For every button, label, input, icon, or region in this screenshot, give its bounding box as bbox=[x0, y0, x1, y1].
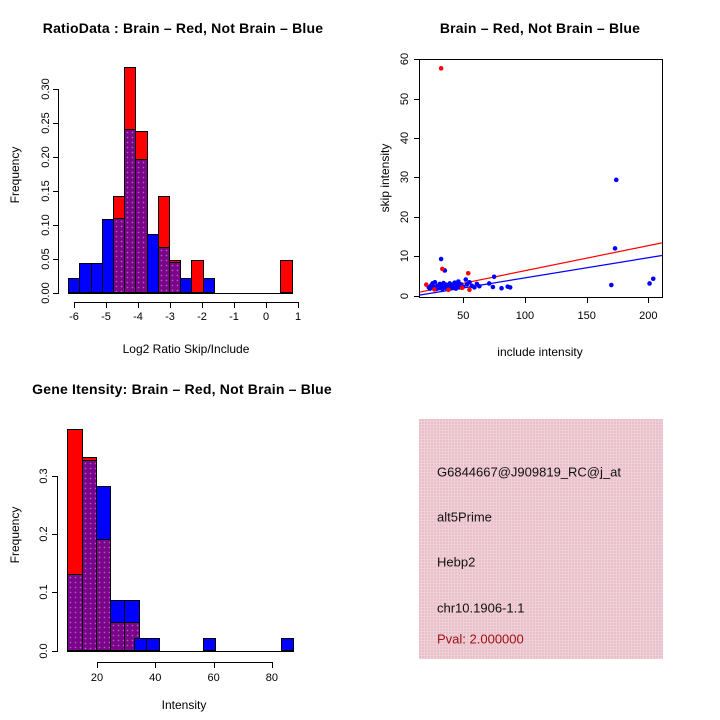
ratio_hist-bar-red bbox=[124, 67, 136, 131]
gene_hist-x-tick-label: 80 bbox=[265, 671, 279, 684]
ratio_hist-y-tick-label: 0.15 bbox=[40, 180, 52, 202]
scatter-y-tick-label: 30 bbox=[399, 171, 411, 184]
ratio_hist-x-tick-label: -6 bbox=[69, 310, 79, 323]
ratio_hist-y-tick bbox=[53, 191, 58, 192]
scatter-title: Brain – Red, Not Brain – Blue bbox=[439, 20, 641, 36]
gene-hist-xlabel: Intensity bbox=[161, 698, 207, 712]
ratio_hist-x-tick bbox=[74, 302, 75, 308]
ratio_hist-x-tick bbox=[170, 302, 171, 308]
gene_hist-y-tick-label: 0.2 bbox=[38, 526, 50, 542]
ratio-hist-xlabel: Log2 Ratio Skip/Include bbox=[122, 342, 250, 356]
gene_hist-x-tick bbox=[214, 662, 215, 668]
ratio-hist-title: RatioData : Brain – Red, Not Brain – Blue bbox=[42, 20, 324, 36]
gene_hist-x-axis-line bbox=[97, 662, 273, 663]
gene-info-box bbox=[419, 419, 663, 659]
scatter-y-tick-label: 40 bbox=[399, 131, 411, 145]
scatter-y-tick-label: 10 bbox=[399, 250, 411, 263]
scatter-x-tick bbox=[587, 297, 588, 303]
gene-histogram-panel bbox=[0, 360, 360, 720]
probe-id-text: G6844667@J909819_RC@j_at bbox=[437, 464, 621, 480]
ratio_hist-y-tick-label: 0.25 bbox=[40, 112, 52, 134]
gene_hist-bar-blue bbox=[124, 600, 139, 623]
scatter-y-tick-label: 50 bbox=[399, 92, 411, 105]
ratio_hist-y-tick bbox=[53, 293, 58, 294]
scatter-y-tick bbox=[414, 177, 419, 178]
pval-text: Pval: 2.000000 bbox=[437, 631, 524, 647]
scatter-x-tick-label: 100 bbox=[515, 309, 535, 322]
gene_hist-x-tick-label: 60 bbox=[207, 671, 220, 684]
gene_hist-bar-overlap bbox=[82, 461, 97, 651]
gene_hist-x-tick-label: 20 bbox=[90, 671, 104, 684]
ratio_hist-x-tick-label: -4 bbox=[133, 310, 143, 323]
scatter-x-tick bbox=[648, 297, 649, 303]
ratio_hist-x-tick bbox=[202, 302, 203, 308]
ratio_hist-x-tick bbox=[266, 302, 267, 308]
ratio_hist-x-tick-label: -1 bbox=[229, 310, 239, 323]
scatter-y-tick-label: 0 bbox=[399, 292, 411, 299]
ratio_hist-y-tick-label: 0.20 bbox=[40, 146, 52, 168]
ratio_hist-bar-red bbox=[135, 131, 147, 160]
scatter-x-tick-label: 200 bbox=[639, 309, 658, 322]
gene_hist-y-tick-label: 0.3 bbox=[38, 468, 50, 484]
gene-hist-ylabel: Frequency bbox=[8, 506, 22, 564]
gene_hist-y-tick bbox=[52, 534, 57, 535]
gene_hist-bar-blue bbox=[146, 638, 160, 651]
gene_hist-bar-blue bbox=[96, 486, 111, 540]
scatter-y-tick bbox=[414, 256, 419, 257]
gene_hist-y-tick bbox=[52, 651, 57, 652]
scatter-y-tick-label: 60 bbox=[399, 53, 411, 66]
ratio_hist-y-axis-line bbox=[58, 89, 59, 294]
gene_hist-x-tick bbox=[97, 662, 98, 668]
scatter-x-tick bbox=[463, 297, 464, 303]
ratio_hist-y-tick bbox=[53, 89, 58, 90]
scatter-x-tick-label: 50 bbox=[457, 309, 470, 322]
ratio-histogram-panel bbox=[0, 0, 360, 360]
gene_hist-y-tick-label: 0.1 bbox=[38, 584, 50, 601]
ratio_hist-x-tick-label: -3 bbox=[165, 310, 175, 323]
gene_hist-x-tick bbox=[272, 662, 273, 668]
ratio_hist-bar-red bbox=[280, 260, 292, 292]
ratio_hist-x-tick-label: -5 bbox=[101, 310, 111, 323]
ratio_hist-x-tick-label: 1 bbox=[294, 310, 302, 323]
gene_hist-y-axis-line bbox=[57, 476, 58, 652]
ratio_hist-y-tick bbox=[53, 123, 58, 124]
gene_hist-bar-blue bbox=[134, 638, 148, 651]
gene_hist-x-tick bbox=[155, 662, 156, 668]
ratio_hist-x-tick bbox=[138, 302, 139, 308]
scatter-y-tick bbox=[414, 217, 419, 218]
ratio_hist-x-tick bbox=[298, 302, 299, 308]
ratio_hist-y-tick-label: 0.10 bbox=[40, 214, 52, 236]
scatter-y-tick bbox=[414, 296, 419, 297]
ratio_hist-y-tick-label: 0.05 bbox=[40, 248, 52, 270]
gene_hist-bar-blue bbox=[281, 638, 295, 651]
gene_hist-bar-overlap bbox=[96, 540, 111, 651]
scatter-y-tick bbox=[414, 99, 419, 100]
gene-hist-title: Gene Itensity: Brain – Red, Not Brain – Blue bbox=[32, 381, 332, 397]
ratio_hist-baseline bbox=[68, 293, 292, 294]
gene_hist-baseline bbox=[67, 651, 294, 652]
ratio_hist-x-tick-label: 0 bbox=[262, 310, 270, 323]
scatter-y-tick-label: 20 bbox=[399, 210, 411, 223]
ratio_hist-bar-red bbox=[158, 196, 170, 249]
scatter-y-tick bbox=[414, 59, 419, 60]
ratio-hist-ylabel: Frequency bbox=[8, 146, 22, 204]
scatter-xlabel: include intensity bbox=[497, 345, 583, 359]
scatter-plot-box bbox=[419, 59, 663, 298]
ratio_hist-x-tick bbox=[234, 302, 235, 308]
scatter-x-tick bbox=[525, 297, 526, 303]
splice-type-text: alt5Prime bbox=[437, 509, 492, 525]
gene_hist-bar-blue bbox=[110, 600, 125, 623]
scatter-x-tick-label: 150 bbox=[577, 309, 596, 322]
ratio_hist-y-tick-label: 0.00 bbox=[40, 281, 52, 304]
gene_hist-bar-overlap bbox=[67, 575, 82, 651]
gene_hist-bar-red bbox=[67, 429, 82, 575]
scatter-y-tick bbox=[414, 138, 419, 139]
ratio_hist-y-tick bbox=[53, 259, 58, 260]
gene_hist-bar-blue bbox=[203, 638, 217, 651]
ratio_hist-y-tick-label: 0.30 bbox=[40, 78, 52, 100]
ratio_hist-x-tick bbox=[106, 302, 107, 308]
gene_hist-y-tick-label: 0.0 bbox=[38, 643, 50, 659]
gene_hist-x-tick-label: 40 bbox=[149, 671, 162, 684]
scatter-ylabel: skip intensity bbox=[378, 143, 392, 213]
gene-name-text: Hebp2 bbox=[437, 554, 476, 570]
ratio_hist-y-tick bbox=[53, 157, 58, 158]
gene_hist-y-tick bbox=[52, 476, 57, 477]
locus-text: chr10.1906-1.1 bbox=[437, 600, 525, 616]
gene_hist-bar-overlap bbox=[110, 623, 125, 651]
ratio_hist-bar-blue bbox=[203, 278, 215, 293]
ratio_hist-x-tick-label: -2 bbox=[197, 310, 207, 323]
ratio_hist-y-tick bbox=[53, 225, 58, 226]
gene_hist-y-tick bbox=[52, 592, 57, 593]
